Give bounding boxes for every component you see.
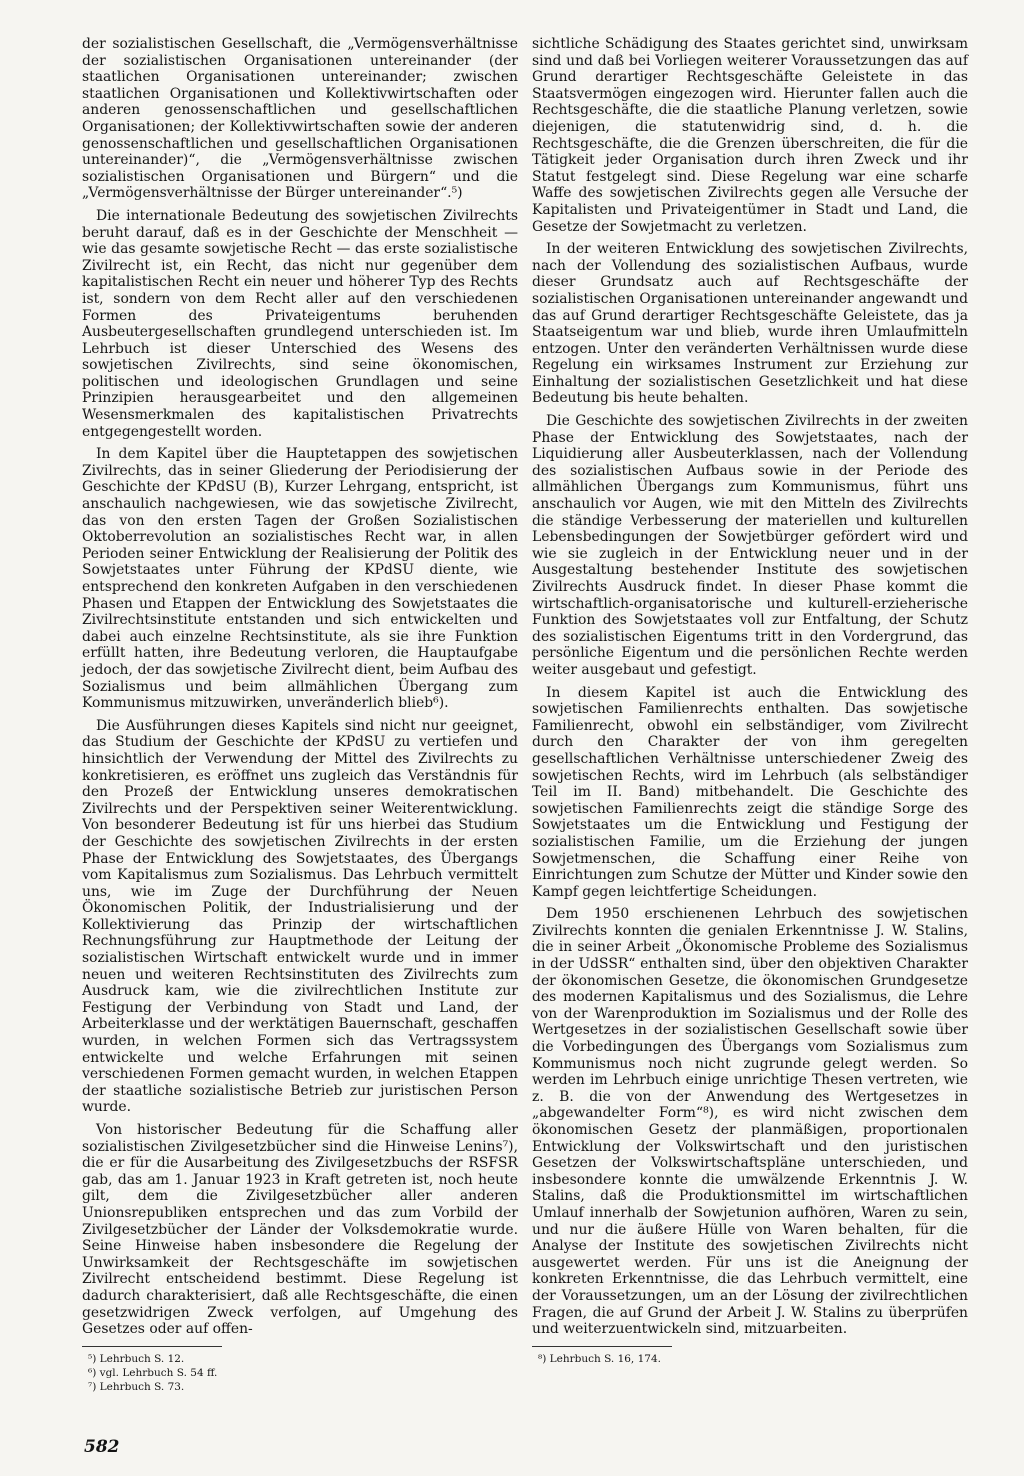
page-number: 582 [84,1437,120,1457]
left-paragraph-5: Von historischer Bedeutung für die Schaffung aller sozialistischen Zivilgesetzbücher sind die Hinweise Lenins⁷), die er für die Ausarbeitung des Zivilgesetzbuchs der RSFSR gab, das am 1. Januar 1923 in Kraft getreten ist, noch heute gilt, dem die Zivilgesetzbücher aller anderen Unionsrepubliken entsprechen und das zum Vorbild der Zivilgesetzbücher der Länder der Volksdemokratie wurde. Seine Hinweise haben insbesondere die Regelung der Unwirksamkeit der Rechtsgeschäfte im sowjetischen Zivilrecht entscheidend bestimmt. Diese Regelung ist dadurch charakterisiert, daß alle Rechtsgeschäfte, die einen gesetzwidrigen Zweck verfolgen, auf Umgehung des Gesetzes oder auf offen- [82,1122,518,1338]
left-paragraph-1: der sozialistischen Gesellschaft, die „Vermögensverhältnisse der sozialistischen Organisationen untereinander (der staatlichen Organisationen untereinander; zwischen staatlichen Organisationen und Kollektivwirtschaften oder anderen genossenschaftlichen und gesellschaftlichen Organisationen; der Kollektivwirtschaften sowie der anderen genossenschaftlichen und gesellschaftlichen Organisationen untereinander)“, die „Vermögensverhältnisse zwischen sozialistischen Organisationen und Bürgern“ und die „Vermögensverhältnisse der Bürger untereinander“.⁵) [82,36,518,202]
left-paragraph-2: Die internationale Bedeutung des sowjetischen Zivilrechts beruht darauf, daß es in der Geschichte der Menschheit — wie das gesamte sowjetische Recht — das erste sozialistische Zivilrecht ist, ein Recht, das nicht nur gegenüber dem kapitalistischen Recht ein neuer und höherer Typ des Rechts ist, sondern von dem Recht aller auf den verschiedenen Formen des Privateigentums beruhenden Ausbeutergesellschaften grundlegend unterschieden ist. Im Lehrbuch ist dieser Unterschied des Wesens des sowjetischen Zivilrechts, sind seine ökonomischen, politischen und ideologischen Grundlagen und seine Prinzipien herausgearbeitet und den allgemeinen Wesensmerkmalen des kapitalistischen Privatrechts entgegengestellt worden. [82,207,518,440]
footnote-6: ⁶) vgl. Lehrbuch S. 54 ff. [88,1366,218,1379]
footnote-divider [82,1346,222,1347]
right-paragraph-2: In der weiteren Entwicklung des sowjetischen Zivilrechts, nach der Vollendung des sozialistischen Aufbaus, wurde dieser Grundsatz auch auf Rechtsgeschäfte der sozialistischen Organisationen untereinander angewandt und das auf Grund derartiger Rechtsgeschäfte Geleistete, das ja Staatseigentum war und blieb, wurde ihren Umlaufmitteln entzogen. Unter den veränderten Verhältnissen wurde diese Regelung ein wirksames Instrument zur Erziehung zur Einhaltung der sozialistischen Gesetzlichkeit und hat diese Bedeutung bis heute behalten. [532,241,968,407]
left-footnotes [82,1352,518,1394]
right-footnotes [532,1352,968,1366]
right-paragraph-4: In diesem Kapitel ist auch die Entwicklung des sowjetischen Familienrechts enthalten. Das sowjetische Familienrecht, obwohl ein selbständiger, vom Zivilrecht durch den Charakter der von ihm geregelten gesellschaftlichen Verhältnisse unterschiedener Zweig des sowjetischen Rechts, wird im Lehrbuch (als selbständiger Teil im II. Band) mitbehandelt. Die Geschichte des sowjetischen Familienrechts zeigt die ständige Sorge des Sowjetstaates um die Entwicklung und Festigung der sozialistischen Familie, um die Erziehung der jungen Sowjetmenschen, die Schaffung einer Reihe von Einrichtungen zum Schutze der Mütter und Kinder sowie den Kampf gegen leichtfertige Scheidungen. [532,684,968,900]
right-paragraph-1: sichtliche Schädigung des Staates gerichtet sind, unwirksam sind und daß bei Vorliegen weiterer Voraussetzungen das auf Grund derartiger Rechtsgeschäfte Geleistete in das Staatsvermögen eingezogen wird. Hierunter fallen auch die Rechtsgeschäfte, die die staatliche Planung verletzen, sowie diejenigen, die statutenwidrig sind, d. h. die Rechtsgeschäfte, die die Grenzen überschreiten, die für die Tätigkeit jeder Organisation durch ihren Zweck und ihr Statut festgelegt sind. Diese Regelung war eine scharfe Waffe des sowjetischen Zivilrechts gegen alle Versuche der Kapitalisten und Privateigentümer in Stadt und Land, die Gesetze der Sowjetmacht zu verletzen. [532,36,968,235]
footnote-7: ⁷) Lehrbuch S. 73. [88,1380,185,1393]
left-paragraph-4: Die Ausführungen dieses Kapitels sind nicht nur geeignet, das Studium der Geschichte der KPdSU zu vertiefen und hinsichtlich der Verwendung der Mittel des Zivilrechts zu konkretisieren, es eröffnet uns zugleich das Verständnis für den Prozeß der Entwicklung unseres demokratischen Zivilrechts und der Perspektiven seiner Weiterentwicklung. Von besonderer Bedeutung ist für uns hierbei das Studium der Geschichte des sowjetischen Zivilrechts in der ersten Phase der Entwicklung des Sowjetstaates, des Übergangs vom Kapitalismus zum Sozialismus. Das Lehrbuch vermittelt uns, wie im Zuge der Durchführung der Neuen Ökonomischen Politik, der Industrialisierung und der Kollektivierung das Prinzip der wirtschaftlichen Rechnungsführung zur Hauptmethode der Leitung der sozialistischen Wirtschaft entwickelt wurde und in immer neuen und weiteren Rechtsinstituten des Zivilrechts zum Ausdruck kam, wie die zivilrechtlichen Institute zur Festigung der Verbindung von Stadt und Land, der Arbeiterklasse und der werktätigen Bauernschaft, geschaffen wurden, in welchen Formen sich das Vertragssystem entwickelte und welche Erfahrungen mit seinen verschiedenen Formen gemacht wurden, in welchen Etappen der staatliche sozialistische Betrieb zur juristischen Person wurde. [82,717,518,1116]
right-paragraph-5: Dem 1950 erschienenen Lehrbuch des sowjetischen Zivilrechts konnten die genialen Erkenntnisse J. W. Stalins, die in seiner Arbeit „Ökonomische Probleme des Sozialismus in der UdSSR“ enthalten sind, über den objektiven Charakter der ökonomischen Gesetze, die ökonomischen Grundgesetze des modernen Kapitalismus und des Sozialismus, die Lehre von der Warenproduktion im Sozialismus und der Rolle des Wertgesetzes in der sozialistischen Gesellschaft sowie über die Vorbedingungen des Übergangs vom Sozialismus zum Kommunismus noch nicht zugrunde gelegt werden. So werden im Lehrbuch einige unrichtige Thesen vertreten, wie z. B. die von der Anwendung des Wertgesetzes in „abgewandelter Form“⁸), es wird nicht zwischen dem ökonomischen Gesetz der planmäßigen, proportionalen Entwicklung der Volkswirtschaft und den juristischen Gesetzen der Volkswirtschaftspläne unterschieden, und insbesondere konnte die umwälzende Erkenntnis J. W. Stalins, daß die Produktionsmittel im wirtschaftlichen Umlauf innerhalb der Sowjetunion aufhören, Waren zu sein, und nur die äußere Hülle von Waren behalten, für die Analyse der Institute des sowjetischen Zivilrechts nicht ausgewertet werden. Für uns ist die Aneignung der konkreten Erkenntnisse, die das Lehrbuch vermittelt, eine der Voraussetzungen, um an der Lösung der zivilrechtlichen Fragen, die auf Grund der Arbeit J. W. Stalins zu überprüfen und weiterzuentwickeln sind, mitzuarbeiten. [532,906,968,1338]
right-paragraph-3: Die Geschichte des sowjetischen Zivilrechts in der zweiten Phase der Entwicklung des Sowjetstaates, nach der Liquidierung aller Ausbeuterklassen, nach der Vollendung des sozialistischen Aufbaus sowie in der Periode des allmählichen Übergangs zum Kommunismus, führt uns anschaulich vor Augen, wie mit den Mitteln des Zivilrechts die ständige Verbesserung der materiellen und kulturellen Lebensbedingungen der Sowjetbürger gefördert wird und wie sie zugleich in der Entwicklung neuer und in der Ausgestaltung bestehender Institute des sowjetischen Zivilrechts Ausdruck findet. In dieser Phase kommt die wirtschaftlich-organisatorische und kulturell-erzieherische Funktion des Sowjetstaates voll zur Entfaltung, der Schutz des sozialistischen Eigentums tritt in den Vordergrund, das persönliche Eigentum und die persönlichen Rechte werden weiter ausgebaut und gefestigt. [532,413,968,678]
footnote-8: ⁸) Lehrbuch S. 16, 174. [538,1352,661,1365]
footnote-divider [532,1346,672,1347]
right-column [532,36,968,1366]
footnote-5: ⁵) Lehrbuch S. 12. [88,1352,185,1365]
left-paragraph-3: In dem Kapitel über die Hauptetappen des sowjetischen Zivilrechts, das in seiner Gliederung der Periodisierung der Geschichte der KPdSU (B), Kurzer Lehrgang, entspricht, ist anschaulich nachgewiesen, wie das sowjetische Zivilrecht, das von den ersten Tagen der Großen Sozialistischen Oktoberrevolution an sozialistisches Recht war, in allen Perioden seiner Entwicklung der Realisierung der Politik des Sowjetstaates unter Führung der KPdSU diente, wie entsprechend den konkreten Aufgaben in den verschiedenen Phasen und Etappen der Entwicklung des Sowjetstaates die Zivilrechtsinstitute entstanden und sich entwickelten und dabei auch einzelne Rechtsinstitute, als sie ihre Funktion erfüllt hatten, ihre Bedeutung verloren, die Hauptaufgabe jedoch, der das sowjetische Zivilrecht dient, beim Aufbau des Sozialismus und beim allmählichen Übergang zum Kommunismus mitzuwirken, unveränderlich blieb⁶). [82,446,518,712]
left-column [82,36,518,1394]
